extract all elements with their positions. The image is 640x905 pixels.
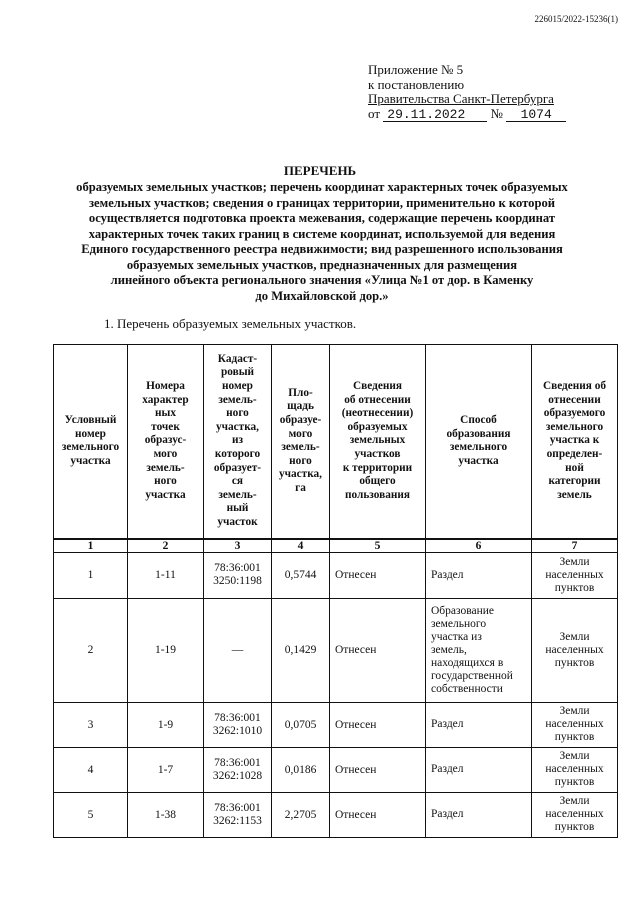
number-label: № xyxy=(490,105,503,121)
plot-cadastral-number-line: 78:36:001 xyxy=(214,562,261,574)
subtitle-line: до Михайловской дор.» xyxy=(255,288,389,303)
column-header-line: ся xyxy=(231,475,244,488)
plot-formation-method-line: Раздел xyxy=(431,568,464,581)
plot-cadastral-number-line: 3262:1153 xyxy=(213,814,262,827)
column-header-line: образует- xyxy=(213,461,262,474)
column-header xyxy=(204,345,272,539)
column-header-line: участка xyxy=(458,454,499,467)
column-header-line: земельных xyxy=(349,434,406,447)
subtitle-line: линейного объекта регионального значения «Улица №1 от дор. в Каменку xyxy=(110,273,534,287)
plot-land-category-line: Земли xyxy=(559,630,590,643)
column-header-line: Условный xyxy=(64,414,117,427)
column-header-line: точек xyxy=(151,420,180,433)
subtitle-line: характерных точек таких границ в системе координат, используемой для ведения xyxy=(88,226,556,241)
plot-cadastral-number xyxy=(204,702,272,747)
column-header-line: земель- xyxy=(146,461,185,474)
resolution-number: 1074 xyxy=(506,108,566,122)
column-header-line: земель- xyxy=(281,441,320,454)
plot-formation-method xyxy=(426,747,532,792)
plot-formation-method-line: Раздел xyxy=(431,718,464,730)
column-header-line: номер xyxy=(75,427,106,440)
plot-land-category-line: пунктов xyxy=(554,776,595,788)
column-header-line: Сведения об xyxy=(542,380,607,393)
table-row xyxy=(54,702,618,747)
plot-land-category-line: Земли xyxy=(559,705,590,717)
column-header-line: земельного xyxy=(449,441,508,454)
column-header-line: ного xyxy=(154,475,177,488)
column-header-line: номер xyxy=(222,380,253,393)
plot-formation-method-line: Образование xyxy=(431,604,495,617)
column-header-line: ровый xyxy=(220,366,255,379)
plot-formation-method-line: Раздел xyxy=(431,808,464,820)
plot-land-category-line: пунктов xyxy=(554,821,595,833)
column-number: 6 xyxy=(426,539,532,553)
plot-formation-method xyxy=(426,598,532,702)
column-header-line: образования xyxy=(446,427,511,440)
table-header-row xyxy=(54,345,618,539)
plot-formation-method xyxy=(426,792,532,837)
table-row xyxy=(54,552,618,598)
plot-cadastral-number-line: 3262:1028 xyxy=(212,769,263,782)
annex-to: к постановлению xyxy=(368,76,465,92)
plot-number: 2 xyxy=(54,598,128,702)
column-header xyxy=(426,345,532,539)
plot-land-category-line: пунктов xyxy=(554,581,595,594)
plot-cadastral-number-line: 78:36:001 xyxy=(214,711,261,724)
plot-land-category-line: Земли xyxy=(559,750,590,762)
plot-points: 1-38 xyxy=(128,792,204,837)
column-header-line: участок xyxy=(217,516,258,529)
plot-land-category xyxy=(532,598,618,702)
column-header-line: участка xyxy=(70,454,111,467)
subtitle-line: образуемых земельных участков, предназначенных для размещения xyxy=(126,257,518,272)
plot-land-category xyxy=(532,747,618,792)
column-header-line: Пло- xyxy=(288,386,313,399)
column-header-line: Номера xyxy=(146,380,185,393)
plot-points: 1-19 xyxy=(128,598,204,702)
annex-government: Правительства Санкт-Петербурга xyxy=(368,91,554,106)
table-row xyxy=(54,747,618,792)
plot-cadastral-number xyxy=(204,552,272,598)
plot-area: 0,0186 xyxy=(272,747,330,792)
plot-number: 1 xyxy=(54,552,128,598)
column-header-line: к территории xyxy=(342,461,413,474)
column-header-line: категории xyxy=(548,475,601,488)
column-header-line: из xyxy=(231,434,244,447)
column-header xyxy=(272,345,330,539)
plot-formation-method-line: земель, xyxy=(431,643,467,656)
column-header-line: участка, xyxy=(215,420,260,433)
column-header-line: щадь xyxy=(287,400,314,413)
column-header-line: земельного xyxy=(545,420,604,433)
annex-date-line xyxy=(368,107,566,122)
plot-formation-method xyxy=(426,702,532,747)
column-number: 4 xyxy=(272,539,330,553)
column-header-line: (неотнесении) xyxy=(341,407,414,420)
plot-points: 1-11 xyxy=(128,552,204,598)
plot-cadastral-number-line: 78:36:001 xyxy=(214,801,261,814)
plot-public-use: Отнесен xyxy=(330,702,426,747)
plot-public-use: Отнесен xyxy=(330,792,426,837)
plot-land-category-line: населенных xyxy=(545,568,604,581)
column-header-line: образус- xyxy=(144,434,187,447)
column-header-line: общего xyxy=(359,475,396,488)
plot-formation-method-line: участка из xyxy=(431,630,482,643)
document-subtitle xyxy=(62,180,582,304)
plot-area: 0,5744 xyxy=(272,552,330,598)
plot-land-category-line: Земли xyxy=(559,555,590,568)
plot-public-use: Отнесен xyxy=(330,598,426,702)
column-header-line: которого xyxy=(214,448,261,461)
column-header-line: Способ xyxy=(460,414,497,427)
subtitle-line: Единого государственного реестра недвижимости; вид разрешенного использования xyxy=(81,242,563,256)
plot-land-category-line: пунктов xyxy=(554,656,595,669)
column-header-line: образуе- xyxy=(279,414,322,427)
plot-area: 0,0705 xyxy=(272,702,330,747)
plot-cadastral-number-line: 3250:1198 xyxy=(213,575,262,587)
subtitle-line: земельных участков; сведения о границах территории, применительно к которой xyxy=(88,195,556,210)
table-row xyxy=(54,598,618,702)
plot-land-category-line: населенных xyxy=(545,643,604,656)
plot-cadastral-number xyxy=(204,598,272,702)
column-header-line: ной xyxy=(565,461,584,474)
document-id: 226015/2022-15236(1) xyxy=(534,14,618,24)
column-header-line: образуемых xyxy=(347,420,408,433)
plot-cadastral-number xyxy=(204,747,272,792)
table-row xyxy=(54,792,618,837)
column-header-line: определен- xyxy=(546,448,603,461)
column-header-line: земель- xyxy=(218,393,257,406)
column-number: 3 xyxy=(204,539,272,553)
column-header-line: Кадаст- xyxy=(217,352,258,365)
document-title: ПЕРЕЧЕНЬ xyxy=(283,163,357,178)
column-header-line: ного xyxy=(226,407,249,420)
column-number: 1 xyxy=(54,539,128,553)
column-header-line: участка к xyxy=(549,434,600,447)
land-plots-table xyxy=(53,344,618,838)
column-header-line: мого xyxy=(288,427,313,440)
column-number: 7 xyxy=(532,539,618,553)
column-header-line: отнесении xyxy=(548,393,601,406)
column-header xyxy=(128,345,204,539)
plot-land-category-line: населенных xyxy=(545,718,604,730)
column-header-line: пользования xyxy=(344,488,411,501)
plot-cadastral-number xyxy=(204,792,272,837)
plot-land-category xyxy=(532,792,618,837)
column-header-line: земельного xyxy=(61,441,120,454)
column-header xyxy=(532,345,618,539)
column-header-line: участков xyxy=(354,448,401,461)
from-label: от xyxy=(368,105,381,121)
plot-number: 3 xyxy=(54,702,128,747)
plot-land-category xyxy=(532,552,618,598)
section-title: 1. Перечень образуемых земельных участков. xyxy=(104,316,357,331)
column-number: 2 xyxy=(128,539,204,553)
resolution-date: 29.11.2022 xyxy=(383,108,487,122)
plot-land-category-line: населенных xyxy=(545,763,604,775)
column-header-line: земель- xyxy=(218,488,257,501)
plot-number: 4 xyxy=(54,747,128,792)
column-number-row xyxy=(54,539,618,553)
plot-land-category-line: Земли xyxy=(559,795,590,807)
column-header-line: об отнесении xyxy=(344,393,411,406)
plot-formation-method-line: государственной xyxy=(431,669,513,682)
plot-public-use: Отнесен xyxy=(330,552,426,598)
column-header-line: участка, xyxy=(278,468,323,481)
plot-formation-method-line: земельного xyxy=(431,617,487,630)
column-header-line: образуемого xyxy=(543,407,606,420)
plot-formation-method-line: находящихся в xyxy=(431,656,504,669)
plot-land-category xyxy=(532,702,618,747)
plot-land-category-line: населенных xyxy=(545,808,604,820)
subtitle-line: образуемых земельных участков; перечень координат характерных точек образуемых xyxy=(76,180,568,194)
column-header-line: ный xyxy=(226,502,249,515)
plot-formation-method-line: собственности xyxy=(431,682,503,695)
column-header-line: характер xyxy=(142,393,189,406)
plot-formation-method xyxy=(426,552,532,598)
annex-title: Приложение № 5 xyxy=(368,62,464,77)
column-header-line: Сведения xyxy=(353,380,402,393)
column-header xyxy=(54,345,128,539)
column-header-line: земель xyxy=(557,488,592,501)
plot-area: 0,1429 xyxy=(272,598,330,702)
plot-cadastral-number-line: 78:36:001 xyxy=(214,756,261,769)
annex-block xyxy=(368,63,566,122)
column-header-line: ных xyxy=(155,407,176,420)
plot-number: 5 xyxy=(54,792,128,837)
plot-formation-method-line: Раздел xyxy=(431,763,464,775)
plot-points: 1-9 xyxy=(128,702,204,747)
column-number: 5 xyxy=(330,539,426,553)
plot-points: 1-7 xyxy=(128,747,204,792)
column-header-line: ного xyxy=(289,454,312,467)
column-header-line: участка xyxy=(145,488,186,501)
column-header-line: мого xyxy=(153,448,178,461)
plot-land-category-line: пунктов xyxy=(554,731,595,743)
plot-cadastral-number-line: — xyxy=(231,643,244,656)
column-header-line: га xyxy=(295,482,306,495)
plot-cadastral-number-line: 3262:1010 xyxy=(212,724,263,737)
plot-public-use: Отнесен xyxy=(330,747,426,792)
column-header xyxy=(330,345,426,539)
plot-area: 2,2705 xyxy=(272,792,330,837)
subtitle-line: осуществляется подготовка проекта межевания, содержащие перечень координат xyxy=(88,211,556,225)
